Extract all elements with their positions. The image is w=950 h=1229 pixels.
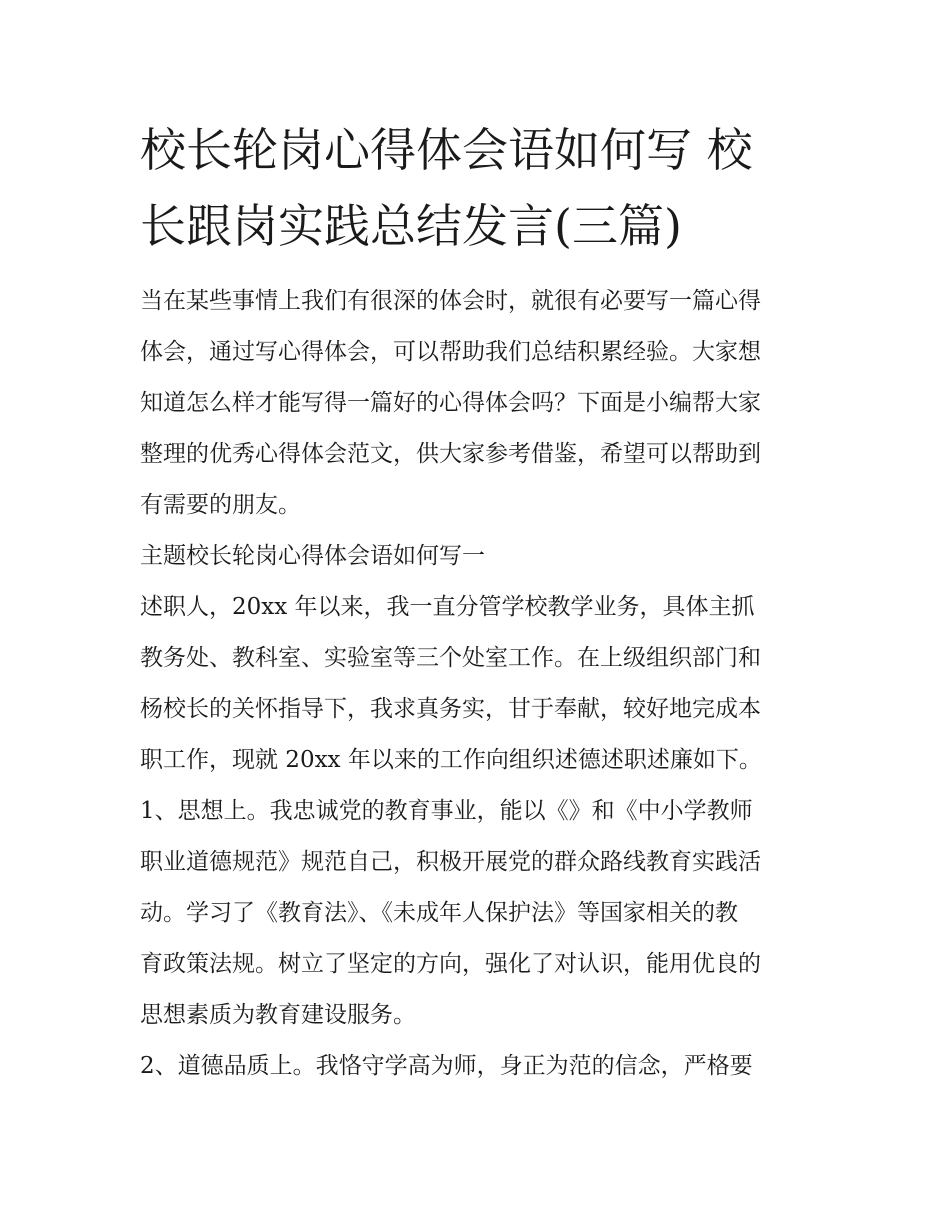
text-line: 体会，通过写心得体会，可以帮助我们总结积累经验。大家想 bbox=[140, 339, 761, 365]
text-line: 思想素质为教育建设服务。 bbox=[140, 1002, 416, 1028]
title-line: 校长轮岗心得体会语如何写 校 bbox=[140, 123, 753, 177]
numbered-paragraph-2 bbox=[140, 1041, 820, 1092]
intro-paragraph bbox=[140, 276, 820, 531]
title-line: 长跟岗实践总结发言(三篇) bbox=[140, 199, 682, 253]
text-line: 职工作，现就 20xx 年以来的工作向组织述德述职述廉如下。 bbox=[140, 747, 762, 773]
section-heading bbox=[140, 531, 820, 582]
text-line: 杨校长的关怀指导下，我求真务实，甘于奉献，较好地完成本 bbox=[140, 696, 761, 722]
text-line: 主题校长轮岗心得体会语如何写一 bbox=[140, 543, 485, 569]
text-line: 育政策法规。树立了坚定的方向，强化了对认识，能用优良的 bbox=[140, 951, 761, 977]
text-line: 当在某些事情上我们有很深的体会时，就很有必要写一篇心得 bbox=[140, 288, 761, 314]
text-line: 2、道德品质上。我恪守学高为师，身正为范的信念，严格要 bbox=[140, 1053, 753, 1079]
report-paragraph bbox=[140, 582, 820, 786]
text-line: 1、思想上。我忠诚党的教育事业，能以《》和《中小学教师 bbox=[140, 798, 753, 824]
document-body bbox=[140, 276, 820, 1092]
document-title bbox=[140, 112, 820, 264]
text-line: 有需要的朋友。 bbox=[140, 492, 301, 518]
text-line: 整理的优秀心得体会范文，供大家参考借鉴，希望可以帮助到 bbox=[140, 441, 761, 467]
text-line: 述职人，20xx 年以来，我一直分管学校教学业务，具体主抓 bbox=[140, 594, 755, 620]
text-line: 动。学习了《教育法》、《未成年人保护法》等国家相关的教 bbox=[140, 900, 738, 926]
text-line: 知道怎么样才能写得一篇好的心得体会吗？下面是小编帮大家 bbox=[140, 390, 761, 416]
text-line: 教务处、教科室、实验室等三个处室工作。在上级组织部门和 bbox=[140, 645, 761, 671]
text-line: 职业道德规范》规范自己，积极开展党的群众路线教育实践活 bbox=[140, 849, 761, 875]
numbered-paragraph-1 bbox=[140, 786, 820, 1041]
